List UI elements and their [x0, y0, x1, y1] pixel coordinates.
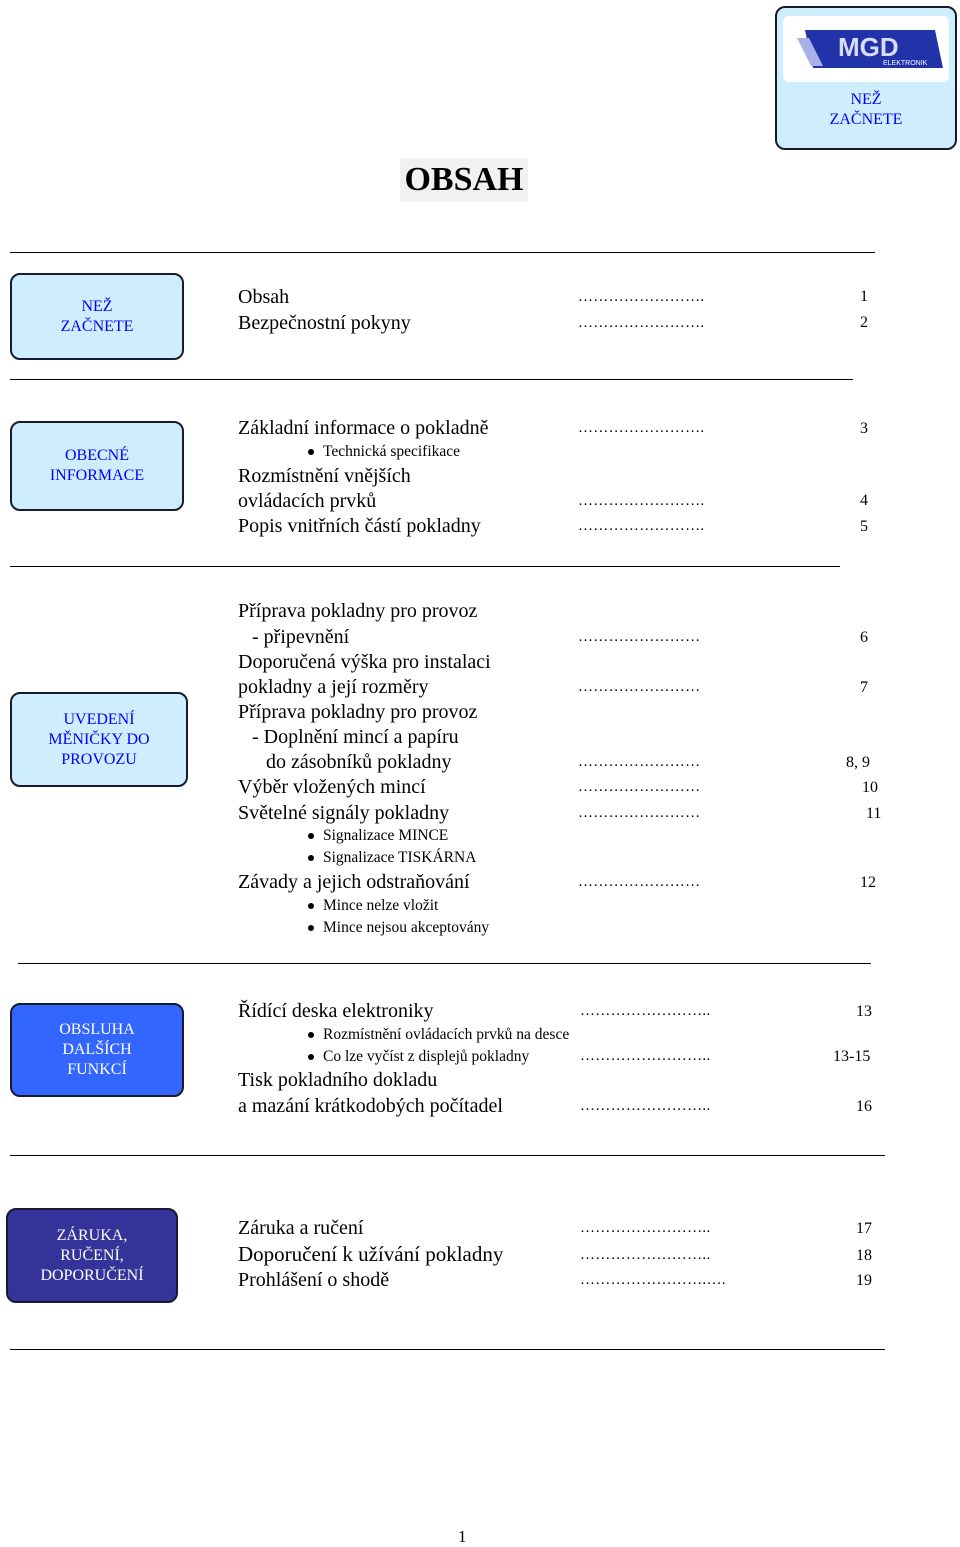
tab-line: ZÁRUKA, [56, 1226, 128, 1244]
toc-leader: …………………… [578, 874, 701, 890]
header-tab-line1: NEŽ [850, 91, 882, 108]
toc-page: 6 [860, 629, 868, 646]
tab-line: NEŽ [81, 297, 113, 315]
toc-page: 4 [860, 492, 868, 509]
toc-entry-tisk[interactable]: Tisk pokladního dokladu [238, 1069, 438, 1091]
toc-page: 11 [866, 805, 882, 822]
divider-2 [10, 379, 853, 380]
page-title: OBSAH [400, 158, 528, 202]
toc-leader: …………………… [578, 754, 701, 770]
toc-entry-prohlaseni[interactable]: Prohlášení o shodě [238, 1269, 390, 1291]
toc-page: 18 [856, 1247, 872, 1264]
tab-line: ZAČNETE [60, 317, 134, 335]
tab-line: RUČENÍ, [60, 1246, 124, 1264]
section-tab-uvedeni[interactable] [10, 692, 188, 787]
divider-3 [10, 566, 840, 567]
toc-entry-zaruka[interactable]: Záruka a ručení [238, 1217, 364, 1239]
toc-leader: …………………….. [580, 1247, 711, 1263]
toc-subitem[interactable]: Rozmístnění ovládacích prvků na desce [323, 1026, 570, 1043]
toc-entry-zakladni[interactable]: Základní informace o pokladně [238, 417, 489, 439]
footer-page-number: 1 [458, 1527, 467, 1546]
logo-brand: MGD [838, 32, 899, 62]
toc-leader: …………………….. [580, 1003, 711, 1019]
section-tab-obecne-informace[interactable] [10, 421, 184, 511]
divider-1 [10, 252, 875, 253]
toc-entry-doporucena-cont[interactable]: pokladny a její rozměry [238, 676, 429, 698]
toc-entry-zavady[interactable]: Závady a jejich odstraňování [238, 871, 470, 893]
toc-leader: …………………… [578, 679, 701, 695]
toc-subitem[interactable]: Signalizace MINCE [323, 827, 449, 844]
toc-entry-tisk-cont[interactable]: a mazání krátkodobých počítadel [238, 1095, 503, 1117]
toc-entry-pripevneni[interactable]: - připevnění [252, 626, 350, 648]
tab-line: OBECNÉ [65, 447, 129, 464]
toc-page: 17 [856, 1220, 872, 1237]
section-tab-nez-zacnete[interactable] [10, 273, 184, 360]
mgd-logo-graphic [783, 16, 949, 82]
tab-line: FUNKCÍ [67, 1061, 127, 1078]
tab-line: MĚNIČKY DO [48, 730, 150, 748]
toc-page: 13-15 [833, 1048, 871, 1065]
toc-page: 19 [856, 1272, 872, 1289]
header-tab-line2: ZAČNETE [829, 111, 903, 128]
toc-subitem[interactable]: Technická specifikace [323, 443, 461, 460]
toc-page: 12 [860, 874, 876, 891]
toc-entry-doporucena[interactable]: Doporučená výška pro instalaci [238, 651, 491, 673]
toc-page: 10 [862, 779, 878, 796]
toc-page: 16 [856, 1098, 872, 1115]
toc-entry-priprava[interactable]: Příprava pokladny pro provoz [238, 600, 478, 622]
toc-leader: ……………………. [578, 518, 705, 534]
section-tab-obsluha[interactable] [10, 1003, 184, 1097]
toc-entry-doplneni-cont[interactable]: do zásobníků pokladny [266, 751, 452, 773]
toc-page: 2 [860, 314, 868, 331]
divider-6 [10, 1349, 885, 1350]
toc-entry-bezpecnost[interactable]: Bezpečnostní pokyny [238, 312, 411, 334]
toc-leader: ……………………. [578, 315, 705, 331]
logo-sub: ELEKTRONIK [883, 60, 928, 67]
toc-subitem[interactable]: Signalizace TISKÁRNA [323, 849, 477, 866]
toc-entry-popis[interactable]: Popis vnitřních částí pokladny [238, 515, 481, 537]
tab-line: UVEDENÍ [63, 710, 135, 728]
toc-entry-rozmisteni-cont[interactable]: ovládacích prvků [238, 490, 377, 512]
toc-leader: …………………….. [580, 1048, 711, 1064]
toc-entry-rozmisteni[interactable]: Rozmístnění vnějších [238, 465, 411, 487]
toc-page: 1 [860, 288, 868, 305]
toc-leader: …………………….…. [580, 1272, 726, 1288]
toc-entry-vyber[interactable]: Výběr vložených mincí [238, 776, 426, 798]
tab-line: DALŠÍCH [62, 1041, 132, 1058]
divider-4 [18, 963, 871, 964]
toc-entry-svetelne[interactable]: Světelné signály pokladny [238, 802, 450, 824]
toc-leader: …………………… [578, 779, 701, 795]
toc-page: 13 [856, 1003, 872, 1020]
toc-subitem[interactable]: Mince nejsou akceptovány [323, 919, 490, 936]
section-tab-zaruka[interactable] [6, 1208, 178, 1303]
toc-leader: …………………… [578, 629, 701, 645]
toc-entry-obsah[interactable]: Obsah [238, 286, 290, 308]
toc-entry-doplneni[interactable]: - Doplnění mincí a papíru [252, 726, 459, 748]
toc-leader: …………………… [578, 805, 701, 821]
toc-page: 8, 9 [846, 754, 870, 771]
tab-line: OBSLUHA [59, 1021, 135, 1038]
toc-subitem[interactable]: Mince nelze vložit [323, 897, 439, 914]
toc-subitem[interactable]: Co lze vyčíst z displejů pokladny [323, 1048, 530, 1065]
toc-page: 7 [860, 679, 868, 696]
toc-entry-priprava-2[interactable]: Příprava pokladny pro provoz [238, 701, 478, 723]
divider-5 [10, 1155, 885, 1156]
toc-entry-doporuceni[interactable]: Doporučení k užívání pokladny [238, 1242, 504, 1266]
toc-leader: …………………….. [580, 1098, 711, 1114]
tab-line: DOPORUČENÍ [40, 1266, 144, 1284]
tab-line: INFORMACE [49, 467, 145, 484]
toc-leader: ……………………. [578, 420, 705, 436]
toc-leader: …………………….. [580, 1220, 711, 1236]
toc-leader: ……………………. [578, 289, 705, 305]
tab-line: PROVOZU [61, 750, 137, 768]
toc-page: 3 [860, 420, 868, 437]
toc-leader: ……………………. [578, 493, 705, 509]
toc-page: 5 [860, 518, 868, 535]
mgd-logo [783, 16, 949, 82]
toc-entry-ridici[interactable]: Řídící deska elektroniky [238, 1000, 434, 1022]
